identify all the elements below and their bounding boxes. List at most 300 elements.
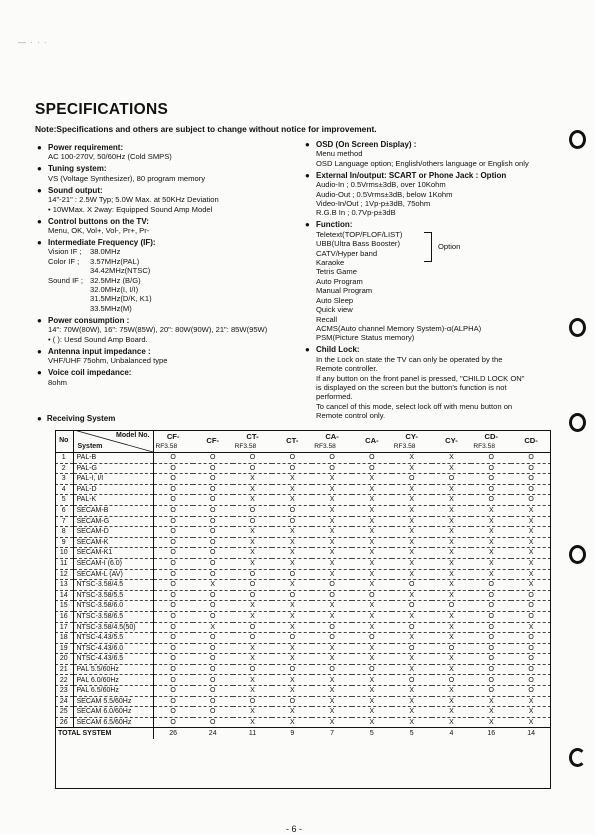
row-system: SECAM-B (73, 505, 153, 516)
support-cell: X (471, 516, 511, 527)
support-cell: X (392, 611, 432, 622)
support-cell: O (233, 590, 273, 601)
row-system: SECAM-G (73, 516, 153, 527)
child-lock-line: If any button on the front panel is pressed, "CHILD LOCK ON" (316, 373, 525, 383)
support-cell: O (471, 633, 511, 644)
support-cell: O (193, 537, 233, 548)
row-no: 20 (55, 654, 73, 665)
support-cell: O (193, 484, 233, 495)
support-cell: X (312, 675, 352, 686)
spec-if (37, 238, 299, 313)
support-cell: X (352, 686, 392, 697)
spec-heading: Intermediate Frequency (IF): (48, 238, 156, 248)
total-row (55, 728, 551, 740)
model-suffix: RF3.58 (393, 442, 416, 450)
support-cell: O (153, 453, 193, 464)
spec-function (305, 220, 577, 342)
support-cell: O (312, 580, 352, 591)
model-name: CD- (484, 431, 499, 441)
support-cell: X (233, 484, 273, 495)
support-cell: X (432, 686, 472, 697)
support-cell: X (392, 707, 432, 718)
row-no: 17 (55, 622, 73, 633)
function-option-line: UBB(Ultra Bass Booster) (316, 239, 400, 249)
if-label: Sound IF ; (48, 275, 84, 285)
child-lock-line: performed. (316, 392, 353, 402)
support-cell: O (233, 453, 273, 464)
support-cell: O (153, 537, 193, 548)
row-no: 22 (55, 675, 73, 686)
table-row (55, 527, 551, 538)
support-cell: X (392, 558, 432, 569)
model-header (392, 430, 432, 453)
row-system: PAL-B (73, 453, 153, 464)
support-cell: X (432, 516, 472, 527)
support-cell: O (352, 453, 392, 464)
support-cell: O (193, 611, 233, 622)
model-name: CY- (405, 431, 419, 441)
row-no: 5 (55, 495, 73, 506)
support-cell: X (352, 474, 392, 485)
if-label (48, 266, 90, 275)
support-cell: O (471, 580, 511, 591)
function-line: ACMS(Auto channel Memory System)-α(ALPHA) (316, 323, 482, 333)
support-cell: O (352, 463, 392, 474)
support-cell: X (312, 686, 352, 697)
total-value: 26 (153, 728, 193, 740)
table-row (55, 643, 551, 654)
child-lock-line: Remote controller. (316, 364, 378, 374)
support-cell: O (193, 717, 233, 728)
support-cell: O (193, 463, 233, 474)
spec-line: 8ohm (48, 377, 67, 387)
support-cell: O (511, 601, 551, 612)
receiving-heading-text: Receiving System (46, 414, 116, 423)
row-no: 9 (55, 537, 73, 548)
support-cell: O (153, 633, 193, 644)
support-cell: X (471, 505, 511, 516)
model-name: CT- (286, 436, 299, 445)
support-cell: O (471, 664, 511, 675)
support-cell: O (272, 463, 312, 474)
support-cell: O (511, 611, 551, 622)
support-cell: X (392, 717, 432, 728)
row-no: 3 (55, 474, 73, 485)
support-cell: X (312, 484, 352, 495)
function-option-group (316, 230, 577, 258)
model-name: CA- (365, 436, 379, 445)
support-cell: X (312, 537, 352, 548)
spec-item (37, 164, 299, 183)
support-cell: X (312, 516, 352, 527)
receiving-system-heading (37, 414, 115, 423)
if-value: 3.57MHz(PAL) (90, 256, 140, 266)
model-suffix: RF3.58 (473, 442, 495, 450)
support-cell: X (432, 654, 472, 665)
support-cell: X (352, 707, 392, 718)
option-bracket (424, 232, 432, 262)
total-value: 16 (471, 728, 511, 740)
support-cell: O (272, 453, 312, 464)
support-cell: O (153, 601, 193, 612)
support-cell: X (312, 696, 352, 707)
support-cell: O (392, 643, 432, 654)
support-cell: X (312, 654, 352, 665)
support-cell: O (312, 453, 352, 464)
support-cell: O (272, 696, 312, 707)
if-row (48, 247, 299, 256)
support-cell: O (153, 622, 193, 633)
support-cell: O (471, 474, 511, 485)
support-cell: X (432, 707, 472, 718)
support-cell: O (471, 622, 511, 633)
table-row (55, 686, 551, 697)
spec-line: Menu method (316, 149, 363, 159)
row-system: NTSC-4.43/5.5 (73, 633, 153, 644)
spec-item (37, 368, 299, 387)
support-cell: X (312, 601, 352, 612)
row-system: PAL 6.0/60Hz (73, 675, 153, 686)
support-cell: O (511, 484, 551, 495)
support-cell: X (471, 717, 511, 728)
support-cell: X (471, 527, 511, 538)
support-cell: X (233, 601, 273, 612)
table-row (55, 707, 551, 718)
binder-hole-icon (569, 413, 586, 432)
table-row (55, 601, 551, 612)
support-cell: O (233, 505, 273, 516)
support-cell: O (193, 453, 233, 464)
spec-heading: Antenna input impedance : (48, 346, 151, 356)
row-no: 4 (55, 484, 73, 495)
support-cell: O (511, 590, 551, 601)
support-cell: O (312, 463, 352, 474)
page-title: SPECIFICATIONS (35, 101, 169, 118)
support-cell: X (471, 548, 511, 559)
support-cell: X (432, 527, 472, 538)
support-cell: O (153, 611, 193, 622)
support-cell: O (193, 601, 233, 612)
row-system: NTSC-3.58/4.5(50) (73, 622, 153, 633)
row-no: 7 (55, 516, 73, 527)
if-label: Color IF ; (48, 256, 80, 266)
support-cell: O (153, 569, 193, 580)
spec-item (37, 217, 299, 236)
support-cell: X (511, 537, 551, 548)
if-label: Vision IF ; (48, 247, 82, 257)
support-cell: X (352, 495, 392, 506)
support-cell: O (471, 453, 511, 464)
support-cell: X (511, 558, 551, 569)
support-cell: O (471, 654, 511, 665)
support-cell: X (392, 463, 432, 474)
receiving-system-table (55, 430, 551, 739)
support-cell: X (432, 622, 472, 633)
model-name: CA- (325, 431, 339, 441)
support-cell: O (352, 590, 392, 601)
bullet-icon: ● (305, 170, 310, 180)
support-cell: X (392, 537, 432, 548)
support-cell: O (432, 643, 472, 654)
row-system: SECAM 5.5/60Hz (73, 696, 153, 707)
total-value: 9 (272, 728, 312, 740)
bullet-icon: ● (37, 216, 42, 226)
row-system: PAL-I, I/I (73, 474, 153, 485)
support-cell: O (471, 686, 511, 697)
support-cell: O (511, 463, 551, 474)
support-cell: X (511, 548, 551, 559)
support-cell: O (193, 516, 233, 527)
support-cell: O (392, 622, 432, 633)
support-cell: O (193, 474, 233, 485)
support-cell: X (432, 633, 472, 644)
bullet-icon: ● (37, 143, 42, 152)
support-cell: O (511, 654, 551, 665)
table-row (55, 717, 551, 728)
support-cell: X (392, 505, 432, 516)
support-cell: O (193, 686, 233, 697)
support-cell: O (153, 516, 193, 527)
model-header (312, 430, 352, 453)
if-value: 32.5MHz (B/G) (90, 275, 141, 285)
table-row (55, 484, 551, 495)
support-cell: O (352, 664, 392, 675)
row-system: NTSC-3.58/6.5 (73, 611, 153, 622)
support-cell: O (471, 484, 511, 495)
support-cell: X (511, 505, 551, 516)
support-cell: O (153, 686, 193, 697)
table-row (55, 622, 551, 633)
model-name: CF- (206, 436, 220, 445)
support-cell: X (352, 622, 392, 633)
model-name: CT- (246, 431, 259, 441)
support-cell: X (272, 580, 312, 591)
header-no: No (55, 430, 73, 453)
support-cell: X (312, 717, 352, 728)
support-cell: X (272, 643, 312, 654)
function-option-line: Teletext(TOP/FLOF/LIST) (316, 229, 403, 239)
support-cell: X (272, 717, 312, 728)
support-cell: O (233, 569, 273, 580)
bullet-icon: ● (37, 346, 42, 356)
support-cell: O (392, 474, 432, 485)
row-system: SECAM-K (73, 537, 153, 548)
row-no: 25 (55, 707, 73, 718)
table-row (55, 590, 551, 601)
spec-line: • 10WMax. X 2way: Equipped Sound Amp Model (48, 204, 213, 214)
support-cell: X (432, 580, 472, 591)
header-model-no: Model No. (116, 432, 150, 439)
row-system: PAL-K (73, 495, 153, 506)
spec-line: OSD Language option; English/others language or English only (316, 158, 529, 168)
support-cell: O (272, 590, 312, 601)
support-cell: O (153, 527, 193, 538)
support-cell: X (352, 717, 392, 728)
total-value: 7 (312, 728, 352, 740)
left-column (37, 143, 299, 390)
support-cell: O (272, 664, 312, 675)
support-cell: O (233, 696, 273, 707)
support-cell: X (193, 622, 233, 633)
row-system: NTSC-3.58/6.0 (73, 601, 153, 612)
support-cell: X (272, 484, 312, 495)
option-label: Option (438, 241, 461, 251)
spec-line: Audio-In ; 0.5Vrms±3dB, over 10Kohm (316, 180, 446, 190)
support-cell: X (233, 474, 273, 485)
total-value: 4 (432, 728, 472, 740)
row-no: 24 (55, 696, 73, 707)
function-line: Tetris Game (316, 267, 357, 277)
support-cell: O (511, 453, 551, 464)
row-system: SECAM-I (6.0) (73, 558, 153, 569)
support-cell: X (392, 590, 432, 601)
support-cell: X (352, 505, 392, 516)
binder-hole-icon (569, 748, 586, 767)
support-cell: O (432, 474, 472, 485)
margin-scribble: — · · · (18, 38, 48, 47)
support-cell: X (272, 611, 312, 622)
function-option-line: CATV/Hyper band (316, 248, 378, 258)
support-cell: X (352, 675, 392, 686)
support-cell: O (193, 590, 233, 601)
table-row (55, 675, 551, 686)
table-row (55, 611, 551, 622)
support-cell: X (511, 569, 551, 580)
bullet-icon: ● (37, 414, 42, 423)
support-cell: X (511, 580, 551, 591)
model-name: CY- (445, 436, 458, 445)
support-cell: O (312, 633, 352, 644)
support-cell: X (511, 516, 551, 527)
binder-hole-icon (569, 545, 586, 564)
support-cell: X (233, 558, 273, 569)
row-system: PAL-D (73, 484, 153, 495)
support-cell: O (153, 717, 193, 728)
model-name: CD- (524, 436, 538, 445)
row-no: 19 (55, 643, 73, 654)
if-row (48, 294, 299, 303)
total-value: 5 (392, 728, 432, 740)
row-no: 13 (55, 580, 73, 591)
function-line: Quick view (316, 305, 353, 315)
support-cell: O (153, 463, 193, 474)
support-cell: O (511, 495, 551, 506)
spec-heading: Child Lock: (316, 345, 360, 355)
support-cell: O (193, 505, 233, 516)
support-cell: O (233, 580, 273, 591)
support-cell: O (193, 696, 233, 707)
row-system: PAL-G (73, 463, 153, 474)
support-cell: X (392, 664, 432, 675)
support-cell: X (272, 537, 312, 548)
row-no: 8 (55, 527, 73, 538)
spec-item (37, 347, 299, 366)
support-cell: O (233, 664, 273, 675)
support-cell: O (193, 633, 233, 644)
support-cell: X (193, 580, 233, 591)
binder-hole-icon (569, 318, 586, 337)
support-cell: O (392, 601, 432, 612)
spec-heading: Control buttons on the TV: (48, 216, 149, 226)
row-system: SECAM-L (AV) (73, 569, 153, 580)
support-cell: O (193, 643, 233, 654)
support-cell: O (432, 601, 472, 612)
table-row (55, 453, 551, 464)
if-value: 34.42MHz(NTSC) (90, 266, 151, 276)
support-cell: X (392, 527, 432, 538)
support-cell: X (272, 675, 312, 686)
support-cell: X (233, 548, 273, 559)
row-no: 2 (55, 463, 73, 474)
bullet-icon: ● (37, 164, 42, 174)
child-lock-line: In the Lock on state the TV can only be operated by the (316, 354, 503, 364)
row-no: 12 (55, 569, 73, 580)
support-cell: O (153, 654, 193, 665)
support-cell: X (511, 696, 551, 707)
row-no: 14 (55, 590, 73, 601)
support-cell: O (153, 548, 193, 559)
support-cell: O (471, 590, 511, 601)
bullet-icon: ● (37, 238, 42, 248)
support-cell: O (193, 495, 233, 506)
model-header (471, 430, 511, 453)
total-label: TOTAL SYSTEM (55, 728, 153, 740)
if-row (48, 257, 299, 266)
support-cell: X (233, 537, 273, 548)
total-value: 11 (233, 728, 273, 740)
support-cell: O (193, 548, 233, 559)
support-cell: X (352, 696, 392, 707)
support-cell: O (312, 664, 352, 675)
support-cell: X (352, 537, 392, 548)
support-cell: X (352, 527, 392, 538)
support-cell: X (392, 495, 432, 506)
support-cell: X (432, 463, 472, 474)
support-cell: O (352, 633, 392, 644)
support-cell: X (272, 622, 312, 633)
spec-line: 14": 70W(80W), 16": 75W(85W), 20": 80W(90W), 21": 85W(95W) (48, 325, 268, 335)
support-cell: O (471, 675, 511, 686)
table-row (55, 463, 551, 474)
if-value: 31.5MHz(D/K, K1) (90, 294, 152, 304)
spec-child-lock (305, 345, 577, 420)
support-cell: O (272, 569, 312, 580)
spec-line: AC 100-270V, 50/60Hz (Cold SMPS) (48, 152, 172, 162)
child-lock-line: is displayed on the screen but the button's function is not (316, 382, 507, 392)
support-cell: X (471, 558, 511, 569)
right-column (305, 140, 577, 423)
support-cell: X (352, 558, 392, 569)
row-system: PAL 6.5/60Hz (73, 686, 153, 697)
if-row (48, 276, 299, 285)
support-cell: X (352, 548, 392, 559)
bullet-icon: ● (305, 140, 310, 149)
support-cell: X (392, 686, 432, 697)
table-row (55, 569, 551, 580)
support-cell: O (511, 474, 551, 485)
function-line: Auto Sleep (316, 295, 354, 305)
support-cell: X (392, 453, 432, 464)
model-header (153, 430, 193, 453)
model-header (233, 430, 273, 453)
spec-note: Note:Specifications and others are subject to change without notice for improvement. (35, 124, 377, 134)
support-cell: O (471, 643, 511, 654)
spec-heading: Power consumption : (48, 315, 130, 325)
support-cell: X (471, 537, 511, 548)
total-value: 24 (193, 728, 233, 740)
table-row (55, 696, 551, 707)
row-system: NTSC-4.43/6.5 (73, 654, 153, 665)
